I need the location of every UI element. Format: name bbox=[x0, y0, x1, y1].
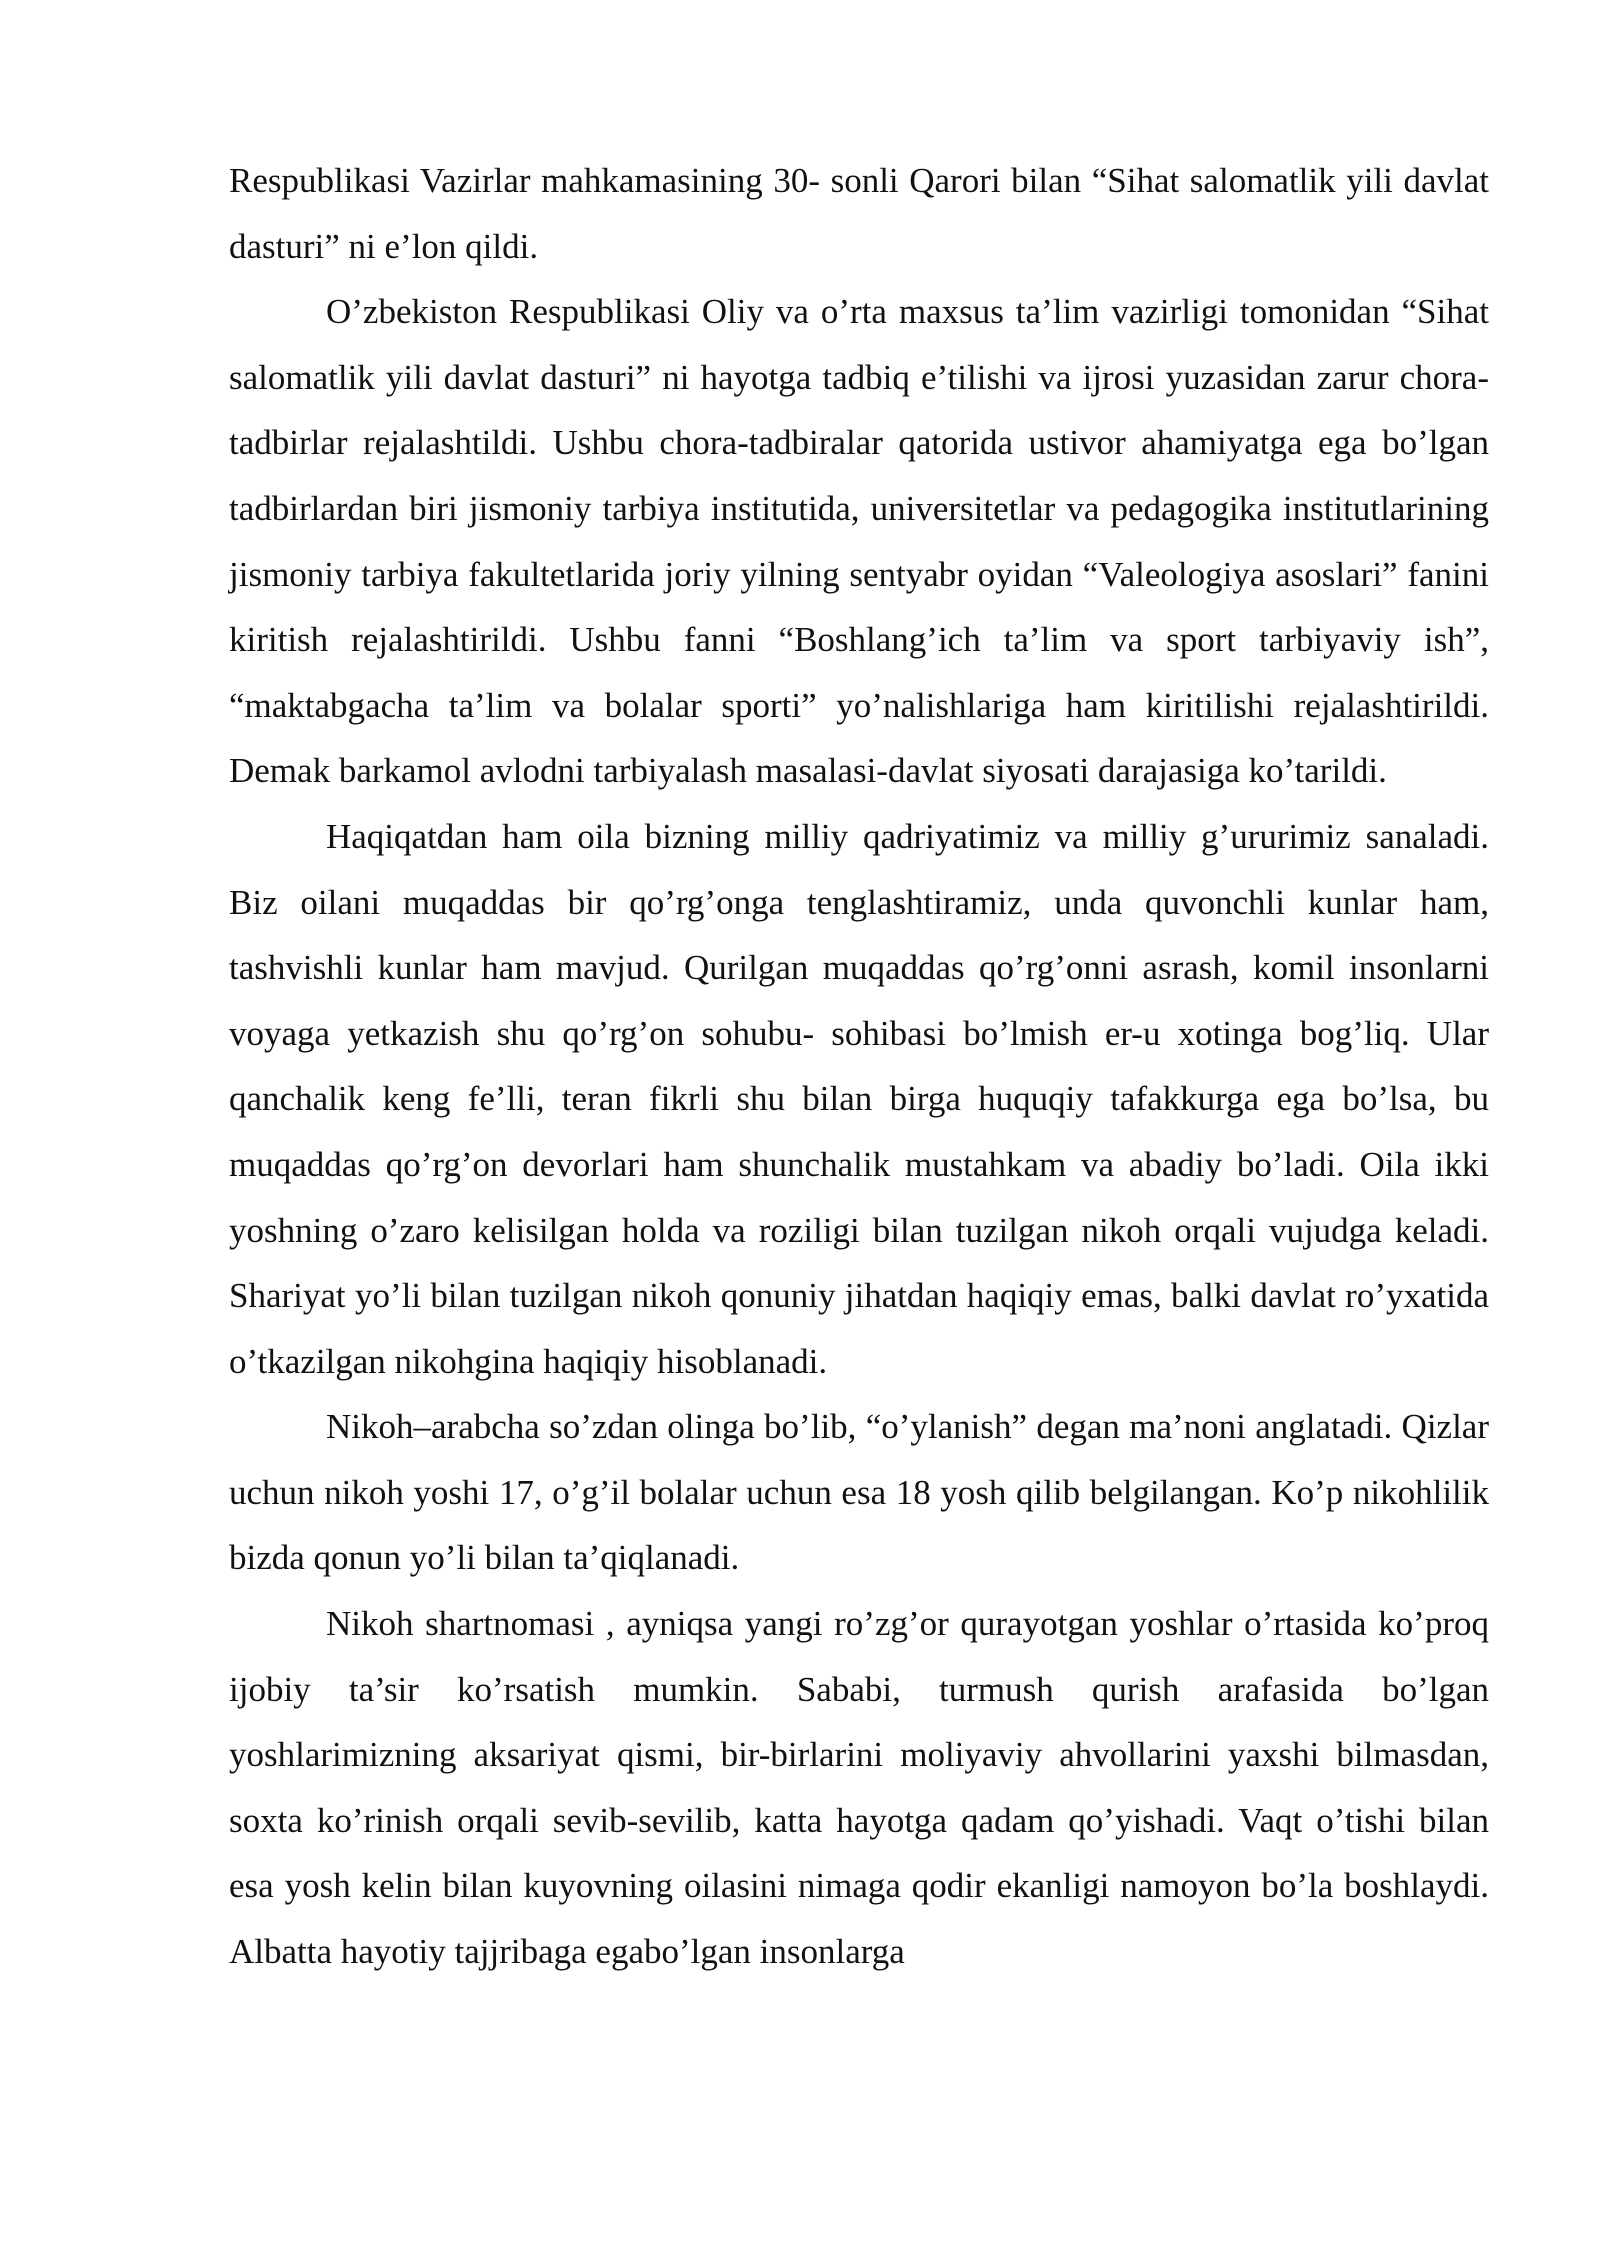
paragraph: Nikoh–arabcha so’zdan olinga bo’lib, “o’ylanish” degan ma’noni anglatadi. Qizlar uchun nikoh yoshi 17, o’g’il bolalar uchun esa 18 yosh qilib belgilangan. Ko’p nikohlilik bizda qonun yo’li bilan ta’qiqlanadi. bbox=[229, 1407, 1489, 1578]
paragraph: Haqiqatdan ham oila bizning milliy qadriyatimiz va milliy g’ururimiz sanaladi. Biz oilani muqaddas bir qo’rg’onga tenglashtiramiz, unda quvonchli kunlar ham, tashvishli kunlar ham mavjud. Qurilgan muqaddas qo’rg’onni asrash, komil insonlarni voyaga yetkazish shu qo’rg’on sohubu- sohibasi bo’lmish er-u xotinga bog’liq. Ular qanchalik keng fe’lli, teran fikrli shu bilan birga huquqiy tafakkurga ega bo’lsa, bu muqaddas qo’rg’on devorlari ham shunchalik mustahkam va abadiy bo’ladi. Oila ikki yoshning o’zaro kelisilgan holda va roziligi bilan tuzilgan nikoh orqali vujudga keladi. Shariyat yo’li bilan tuzilgan nikoh qonuniy jihatdan haqiqiy emas, balki davlat ro’yxatida o’tkazilgan nikohgina haqiqiy hisoblanadi. bbox=[229, 816, 1489, 1381]
paragraph: O’zbekiston Respublikasi Oliy va o’rta maxsus ta’lim vazirligi tomonidan “Sihat salomatlik yili davlat dasturi” ni hayotga tadbiq e’tilishi va ijrosi yuzasidan zarur chora-tadbirlar rejalashtildi. Ushbu chora-tadbiralar qatorida ustivor ahamiyatga ega bo’lgan tadbirlardan biri jismoniy tarbiya institutida, universitetlar va pedagogika institutlarining jismoniy tarbiya fakultetlarida joriy yilning sentyabr oyidan “Valeologiya asoslari” fanini kiritish rejalashtirildi. Ushbu fanni “Boshlang’ich ta’lim va sport tarbiyaviy ish”, “maktabgacha ta’lim va bolalar sporti” yo’nalishlariga ham kiritilishi rejalashtirildi. Demak barkamol avlodni tarbiyalash masalasi-davlat siyosati darajasiga ko’tarildi. bbox=[229, 292, 1489, 791]
paragraph-continuation: Respublikasi Vazirlar mahkamasining 30- sonli Qarori bilan “Sihat salomatlik yili davlat dasturi” ni e’lon qildi. bbox=[229, 161, 1489, 266]
paragraph: Nikoh shartnomasi , ayniqsa yangi ro’zg’or qurayotgan yoshlar o’rtasida ko’proq ijobiy ta’sir ko’rsatish mumkin. Sababi, turmush qurish arafasida bo’lgan yoshlarimizning aksariyat qismi, bir-birlarini moliyaviy ahvollarini yaxshi bilmasdan, soxta ko’rinish orqali sevib-sevilib, katta hayotga qadam qo’yishadi. Vaqt o’tishi bilan esa yosh kelin bilan kuyovning oilasini nimaga qodir ekanligi namoyon bo’la boshlaydi. Albatta hayotiy tajjribaga egabo’lgan insonlarga bbox=[229, 1604, 1489, 1972]
body-text bbox=[229, 148, 1489, 1985]
